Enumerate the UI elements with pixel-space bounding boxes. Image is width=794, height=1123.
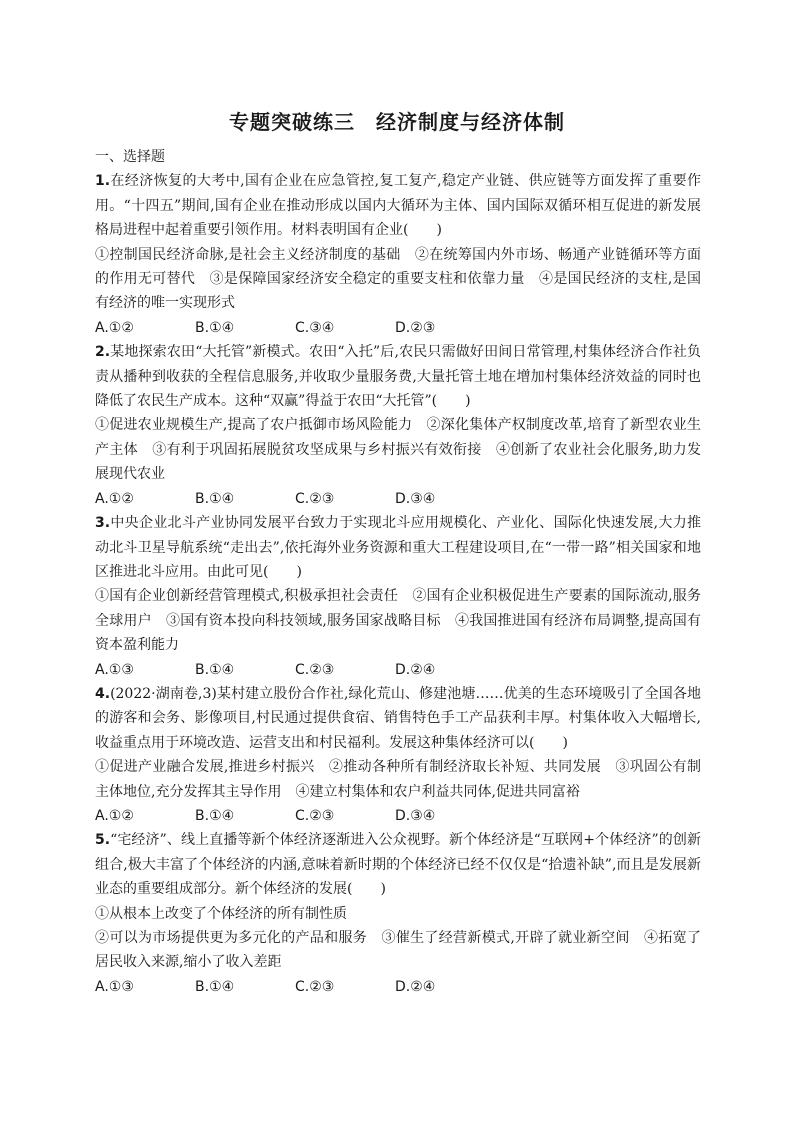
answer-option (395, 316, 495, 340)
option-letter: C. (295, 661, 310, 678)
question-number: 1. (95, 173, 111, 190)
option-text: ①④ (209, 661, 235, 678)
question-number: 5. (95, 832, 111, 849)
answer-options (95, 658, 701, 682)
option-letter: B. (195, 661, 210, 678)
option-text: ②③ (309, 490, 335, 507)
option-letter: A. (95, 661, 109, 678)
answer-option (295, 804, 395, 828)
option-text: ①③ (108, 661, 134, 678)
option-letter: B. (195, 319, 210, 336)
answer-option (195, 804, 295, 828)
page-title: 专题突破练三 经济制度与经济体制 (229, 110, 565, 134)
answer-option (95, 975, 195, 999)
option-text: ②③ (410, 319, 436, 336)
question-stem (95, 511, 701, 584)
option-letter: D. (395, 978, 411, 995)
answer-option (95, 316, 195, 340)
answer-option (295, 316, 395, 340)
question-number: 4. (95, 685, 111, 702)
answer-option (295, 487, 395, 511)
option-letter: D. (395, 661, 411, 678)
answer-option (195, 975, 295, 999)
answer-options (95, 975, 701, 999)
option-text: ①③ (108, 978, 134, 995)
answer-options (95, 487, 701, 511)
option-text: ③④ (309, 319, 335, 336)
question-stem-text: 中央企业北斗产业协同发展平台致力于实现北斗应用规模化、产业化、国际化快速发展,大力推动北斗卫星导航系统“走出去”,依托海外业务资源和重大工程建设项目,在“一带一路”相关国家和地区推进北斗应用。由此可见( ) (95, 515, 701, 580)
option-letter: A. (95, 978, 109, 995)
question-statements: ①促进农业规模生产,提高了农户抵御市场风险能力 ②深化集体产权制度改革,培育了新型农业生产主体 ③有利于巩固拓展脱贫攻坚成果与乡村振兴有效衔接 ④创新了农业社会化服务,助力发展现代农业 (95, 417, 701, 483)
option-letter: B. (195, 490, 210, 507)
option-letter: C. (295, 807, 310, 824)
section-heading: 一、选择题 (95, 149, 165, 165)
answer-options (95, 316, 701, 340)
answer-option (95, 658, 195, 682)
question-stem-text: “宅经济”、线上直播等新个体经济逐渐进入公众视野。新个体经济是“互联网+个体经济”的创新组合,极大丰富了个体经济的内涵,意味着新时期的个体经济已经不仅仅是“拾遗补缺”,而且是发展新业态的重要组成部分。新个体经济的发展( ) (95, 832, 701, 898)
question-stem-text: 某地探索农田“大托管”新模式。农田“入托”后,农民只需做好田间日常管理,村集体经济合作社负责从播种到收获的全程信息服务,并收取少量服务费,大量托管土地在增加村集体经济效益的同时也降低了农民生产成本。这种“双赢”得益于农田“大托管”( ) (95, 344, 701, 410)
option-text: ②④ (410, 661, 436, 678)
option-text: ①④ (209, 319, 235, 336)
question-stem (95, 828, 701, 901)
question-statements: ①控制国民经济命脉,是社会主义经济制度的基础 ②在统筹国内外市场、畅通产业链循环等方面的作用无可替代 ③是保障国家经济安全稳定的重要支柱和依靠力量 ④是国民经济的支柱,是国有经济的唯一实现形式 (95, 246, 701, 312)
option-letter: B. (195, 807, 210, 824)
question-statements: ①国有企业创新经营管理模式,积极承担社会责任 ②国有企业积极促进生产要素的国际流动,服务全球用户 ③国有资本投向科技领域,服务国家战略目标 ④我国推进国有经济布局调整,提高国有资本盈利能力 (95, 588, 701, 654)
question-stem (95, 340, 701, 413)
question-block (95, 169, 701, 340)
option-letter: C. (295, 978, 310, 995)
option-letter: C. (295, 319, 310, 336)
option-text: ②④ (410, 978, 436, 995)
option-text: ②③ (309, 661, 335, 678)
option-text: ①④ (209, 978, 235, 995)
question-stem (95, 682, 701, 755)
question-stem-text: 在经济恢复的大考中,国有企业在应急管控,复工复产,稳定产业链、供应链等方面发挥了重要作用。“十四五”期间,国有企业在推动形成以国内大循环为主体、国内国际双循环相互促进的新发展格局进程中起着重要引领作用。材料表明国有企业( ) (95, 173, 701, 239)
option-text: ①② (108, 490, 134, 507)
question-statements: ①促进产业融合发展,推进乡村振兴 ②推动各种所有制经济取长补短、共同发展 ③巩固公有制主体地位,充分发挥其主导作用 ④建立村集体和农户利益共同体,促进共同富裕 (95, 759, 701, 800)
option-text: ①④ (209, 490, 235, 507)
answer-option (395, 658, 495, 682)
answer-option (195, 658, 295, 682)
question-number: 2. (95, 344, 111, 361)
answer-option (295, 658, 395, 682)
option-letter: C. (295, 490, 310, 507)
option-letter: B. (195, 978, 210, 995)
answer-option (395, 804, 495, 828)
option-letter: D. (395, 807, 411, 824)
answer-option (295, 975, 395, 999)
question-block (95, 682, 701, 828)
answer-option (195, 316, 295, 340)
option-text: ①② (108, 319, 134, 336)
option-text: ①② (108, 807, 134, 824)
option-letter: A. (95, 807, 109, 824)
question-block (95, 828, 701, 999)
option-text: ③④ (410, 490, 436, 507)
question-block (95, 340, 701, 511)
answer-option (395, 487, 495, 511)
answer-option (95, 487, 195, 511)
question-content (95, 145, 701, 999)
option-text: ③④ (410, 807, 436, 824)
question-stem (95, 169, 701, 242)
answer-option (195, 487, 295, 511)
option-text: ②③ (309, 978, 335, 995)
option-text: ①④ (209, 807, 235, 824)
option-letter: A. (95, 319, 109, 336)
option-letter: D. (395, 319, 411, 336)
answer-option (395, 975, 495, 999)
answer-option (95, 804, 195, 828)
option-text: ②③ (309, 807, 335, 824)
question-statements: ①从根本上改变了个体经济的所有制性质 ②可以为市场提供更为多元化的产品和服务 ③催生了经营新模式,开辟了就业新空间 ④拓宽了居民收入来源,缩小了收入差距 (95, 905, 701, 971)
option-letter: A. (95, 490, 109, 507)
option-letter: D. (395, 490, 411, 507)
question-block (95, 511, 701, 682)
answer-options (95, 804, 701, 828)
question-number: 3. (95, 515, 111, 532)
question-stem-text: (2022·湖南卷,3)某村建立股份合作社,绿化荒山、修建池塘……优美的生态环境吸引了全国各地的游客和会务、影像项目,村民通过提供食宿、销售特色手工产品获利丰厚。村集体收入大幅增长,收益重点用于环境改造、运营支出和村民福利。发展这种集体经济可以( ) (95, 685, 701, 751)
